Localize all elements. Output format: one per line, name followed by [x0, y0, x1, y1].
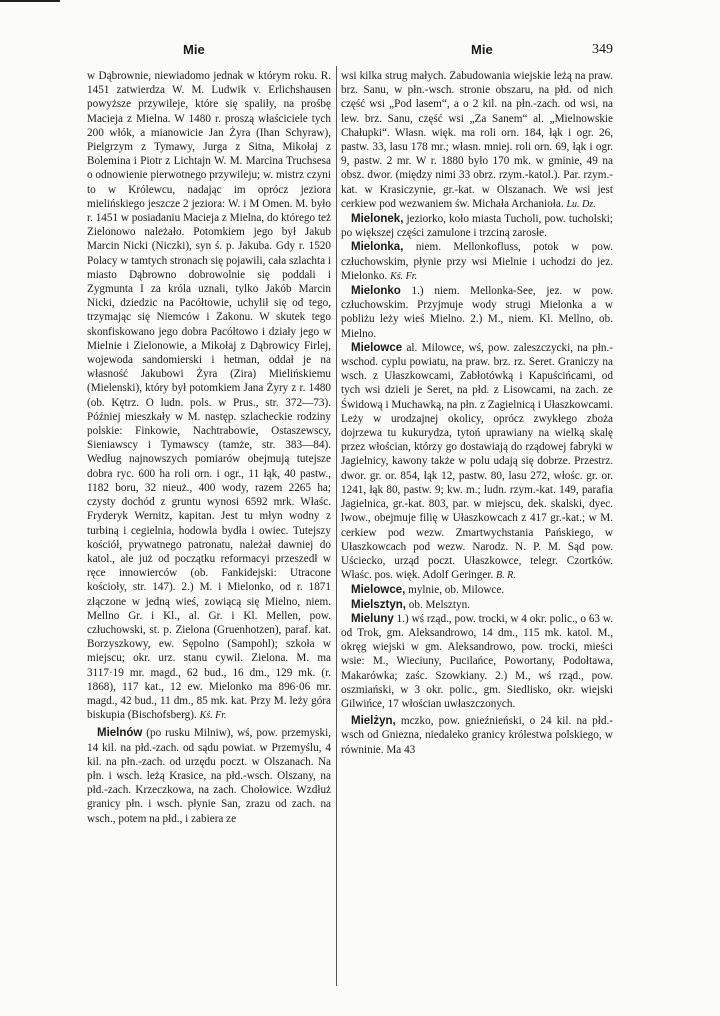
entry-text: niem. Mellonkofluss, potok w pow. człuchowskim, płynie przy wsi Mielnie i uchodzi do jez. Mielonko.	[341, 241, 613, 282]
entry-mielonko	[341, 284, 613, 341]
entry-mielonek	[341, 212, 613, 240]
author-signature: Kś. Fr.	[390, 270, 418, 282]
entry-mieluny	[341, 612, 613, 711]
entry-headword: Mielowce	[351, 341, 403, 354]
author-signature: Lu. Dz.	[566, 198, 596, 210]
running-head-left: Mie	[183, 42, 205, 57]
entry-text: mczko, pow. gnieźnieński, o 24 kil. na płd.-wsch od Gniezna, niedaleko granicy królestwa polskiego, w równinie. Ma 43	[341, 715, 614, 756]
entry-text: 1.) wś rząd., pow. trocki, w 4 okr. polic., o 63 w. od Trok, gm. Aleksandrowo, 14 dm., 115 mk. katol. M., okręg wiejski w gm. Aleksandrowo, pow. trocki, mieści wsie: M., Wieciuny, Pucilańce, Powortany, Podołtawa, Makarówka; zaśc. Szowkiany. 2.) M., wś rząd., pow. oszmiański, w 3 okr. polic., gm. Siedlisko, okr. wiejski Gilwińce, 17 włościan uwłaszczonych.	[341, 612, 614, 710]
entry-text: (po rusku Milniw), wś, pow. przemyski, 14 kil. na płd.-zach. od sądu powiat. w Przemyślu, 4 kil. na płn.-zach. od urzędu poczt. w Olszanach. Na płn. i wsch. leżą Krasice, na płd.-wsch. Olszany, na płd.-zach. Krzeczkowa, na zach. Chołowice. Wzdłuż granicy płn. i wsch. płynie San, zrazu od zach. na wsch., potem na płd., i zabiera ze	[87, 727, 331, 825]
author-signature: Kś. Fr.	[199, 710, 227, 722]
entry-headword: Mieluny	[351, 612, 394, 625]
entry-mielno-continued	[87, 69, 331, 723]
entry-text: ob. Melsztyn.	[408, 598, 470, 611]
entry-text: jeziorko, koło miasta Tucholi, pow. tucholski; po większej części zamulone i trzciną zarosłe.	[341, 213, 614, 240]
right-column	[341, 69, 613, 757]
entry-headword: Mielnów	[97, 727, 143, 740]
running-head-right: Mie	[471, 42, 493, 57]
left-column	[87, 69, 331, 826]
entry-text: al. Milowce, wś, pow. zaleszczycki, na płn.-wschod. cyplu powiatu, na praw. brz. rz. Seret. Graniczy na wsch. z Ułaszkowcami, Zabłotówką i Kapuścińcami, od tych wsi dzieli je Seret, na płd. z Lisowcami, na zach. ze Świdową i Muchawką, na płn. z Zagielnicą i Ułaszkowcami. Leży w urodzajnej okolicy, oprócz zwykłego zboża dojrzewa tu kukurydza, tytoń uprawiany na wielką skalę przez włościan, którzy go dostawiają do rządowej fabryki w Jagielnicy, kawony także w polu udają się dobrze. Przestrz. dwor. gr. or. 854, łąk 12, pastw. 80, lasu 272, włośc. gr. or. 1241, łąk 80, pastw. 9; kw. m.; ludn. rzym.-kat. 149, parafia Jagielnica, gr.-kat. 803, par. w miejscu, dek. skalski, dyec. lwow., obejmuje filię w Ułaszkowcach z 417 gr.-kat.; w M. cerkiew pod wezw. Zmartwychstania Pańskiego, w Ułaszkowcach pod wezw. Narodz. N. P. M. Sąd pow. Uściecko, urząd poczt. Ułaszkowce, telegr. Czortków. Właśc. pos. więk. Adolf Geringer.	[341, 341, 613, 582]
entry-mielonka	[341, 240, 613, 284]
column-divider	[336, 66, 337, 986]
entry-mielowce-2	[341, 583, 613, 597]
entry-headword: Mielsztyn,	[351, 598, 406, 611]
entry-text: w Dąbrownie, niewiadomo jednak w którym roku. R. 1451 zatwierdza W. M. Ludwik v. Erlichshausen powyższe przywileje, które się spaliły, na prośbę Macieja z Mielna. W 1480 r. proszą właściciele tych 200 włók, a mianowicie Jan Żyra (Ihan Schyraw), Pielgrzym z Tymawy, Jurga z Sitna, Mikołaj z Bolemina i Piotr z Lichtajn W. M. Marcina Truchsesa o odnowienie pierwotnego przywileju; w. mistrz czyni to w Królewcu, nadając im oprócz jeziora mielińskiego jeszcze 2 jeziora: W. i M Omen. M. było r. 1451 w posiadaniu Macieja z Mielna, do którego też Zielonowo należało. Potomkiem jego był Jakub Marcin Nicki (Niczki), syn ś. p. Jakuba. Gdy r. 1520 Polacy w tamtych stronach się pojawili, cała szlachta i miasto Dąbrowno dobrowolnie się poddali i Zygmunta I za króla uznali, tylko Jakób Marcin Nicki, dziedzic na Pacółtowie, uchylił się od tego, trzymając się Niemców i Zakonu. W skutek tego skonfiskowano jego dobra Pacółtowo i działy jego w Mielnie i Zielonowie, a Mikołaj z Dąbrowicy Firlej, wojewoda sandomierski i hetman, oddał je na własność Jakubowi Żyra (Zira) Mielińskiemu (Mielenski), który był potomkiem Jana Żyry z r. 1480 (ob. Kętrz. O ludn. pols. w Prus., str. 372—73). Później mieszkały w M. następ. szlacheckie rodziny polskie: Finkowie, Nachtrabowie, Ostaszewscy, Sieniawscy i Tymawscy (tamże, str. 383—84). Według najnowszych pomiarów obejmują tutejsze dobra ryc. 600 ha roli orn. i ogr., 11 łąk, 40 pastw., 1182 boru, 32 nieuż., 400 wody, razem 2265 ha; czysty dochód z gruntu wynosi 6592 mrk. Właśc. Fryderyk Wernitz, kapitan. Jest tu młyn wodny z turbiną i cegielnia, hodowla bydła i owiec. Tutejszy kościół, prywatnego patronatu, należał dawniej do katol., ale już od początku reformacyi przeszedł w ręce innowierców (ob. Fankidejski: Utracone kościoły, str. 147). 2.) M. i Mielonko, od r. 1871 złączone w jedną wieś, zowiącą się Mielno, niem. Mellno Gr. i Kl., al. Gr. i Kl. Mellen, pow. człuchowski, st. p. Zielona (Gruenhotzen), paraf. kat. Borzyszkowy, ew. Sępolno (Sampohl); szkoła w miejscu; okr. urz. stanu cywil. Zielona. M. ma 3117·19 mr. magd., 62 bud., 16 dm., 129 mk. (r. 1868), 117 kat., 12 ew. Mielonko ma 896·06 mr. magd., 42 bud., 11 dm., 85 mk. kat. Przy M. leży góra biskupia (Bischofsberg).	[87, 70, 331, 722]
entry-text: 1.) niem. Mellonka-See, jez. w pow. człuchowskim. Przyjmuje wody strugi Mielonka a w pobliżu leży wieś Mielno. 2.) M., niem. Kl. Mellno, ob. Mielno.	[341, 285, 614, 340]
entry-mielsztyn	[341, 598, 613, 612]
entry-headword: Mielonko	[351, 285, 401, 298]
entry-mielzyn	[341, 714, 613, 757]
entry-headword: Mielonek,	[351, 213, 404, 226]
entry-mielnow	[87, 726, 331, 825]
entry-headword: Mielonka,	[351, 241, 404, 254]
entry-text: mylnie, ob. Milowce.	[408, 584, 505, 597]
author-signature: B. R.	[496, 570, 516, 582]
entry-mielnow-continued	[341, 69, 613, 212]
entry-headword: Mielżyn,	[351, 715, 396, 728]
entry-mielowce	[341, 341, 613, 583]
entry-text: wsi kilka strug małych. Zabudowania wiejskie leżą na praw. brz. Sanu, w płn.-wsch. stronie obszaru, na płd. od nich część wsi „Pod lasem“, a o 2 kil. na płn.-zach. od wsi, na lew. brz. Sanu, część wsi „Za Sanem“ al. „Mielnowskie Chałupki“. Własn. więk. ma roli orn. 184, łąk i ogr. 26, pastw. 33, lasu 178 mr.; własn. mniej. roli orn. 69, łąk i ogr. 9, pastw. 2 mr. W r. 1880 było 170 mk. w gminie, 49 na obsz. dwor. (między nimi 33 obrz. rzym.-katol.). Par. rzym.-kat. w Krasiczynie, gr.-kat. w Olszanach. We wsi jest cerkiew pod wezwaniem św. Michała Archanioła.	[341, 70, 613, 210]
entry-headword: Mielowce,	[351, 584, 406, 597]
page-number: 349	[592, 42, 613, 57]
top-edge-rule	[0, 0, 60, 2]
